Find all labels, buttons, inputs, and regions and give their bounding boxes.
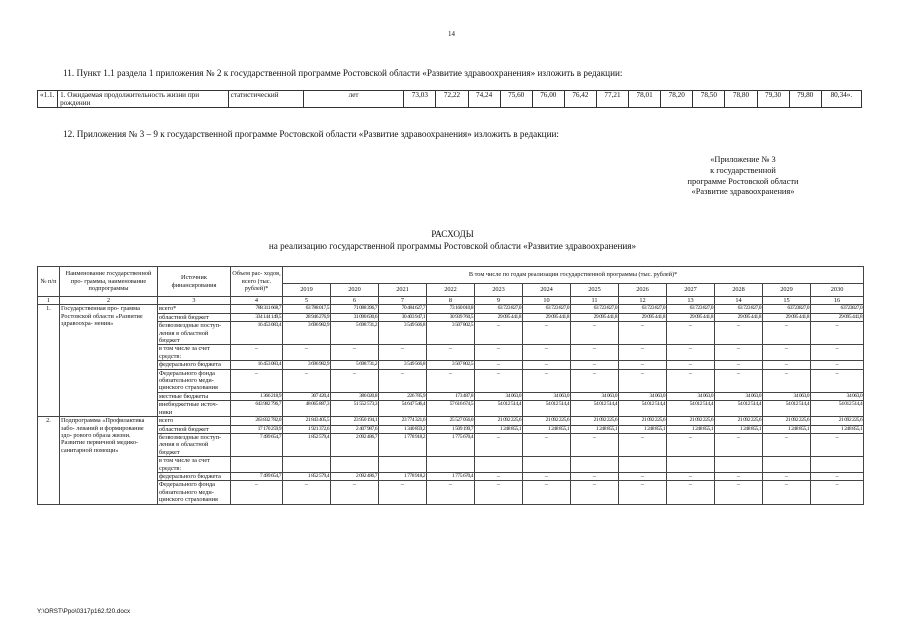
title-line-1: РАСХОДЫ — [431, 229, 474, 239]
header-year: 2020 — [331, 284, 379, 297]
amount-cell: – — [231, 369, 283, 392]
amount-cell: 29 095 441,8 — [667, 313, 715, 321]
amount-cell: 63723827,0 — [763, 305, 811, 313]
appendix-caption — [643, 155, 843, 198]
amount-cell: – — [715, 361, 763, 369]
amount-cell: 21 092 225,6 — [619, 417, 667, 425]
table-row — [38, 433, 864, 456]
amount-cell: – — [231, 481, 283, 504]
amount-cell: 7 499 654,7 — [231, 472, 283, 480]
table-row — [38, 401, 864, 417]
amount-cell: – — [283, 345, 331, 361]
amount-cell: – — [619, 433, 667, 456]
amount-cell: 226 785,9 — [379, 392, 427, 400]
paragraph-11: 11. Пункт 1.1 раздела 1 приложения № 2 к государственной программе Ростовской области «Развитие здравоохранения» изложить в редакции: — [63, 68, 623, 78]
amount-cell: 63 723 827,0 — [475, 305, 523, 313]
amount-cell: – — [379, 369, 427, 392]
amount-cell: 25 527 056,0 — [427, 417, 475, 425]
amount-cell: 21 092 225,6 — [571, 417, 619, 425]
amount-cell: 48 065 887,3 — [283, 401, 331, 417]
header-source: Источник финансирования — [158, 267, 231, 297]
amount-cell: – — [811, 322, 864, 345]
amount-cell: 3 507 802,5 — [427, 322, 475, 345]
amount-cell: – — [811, 472, 864, 480]
indicator-value: 78,50 — [693, 91, 725, 108]
title-line-2: на реализацию государственной программы Ростовской области «Развитие здравоохранения» — [268, 240, 637, 251]
amount-cell: 54 012 514,4 — [715, 401, 763, 417]
table-row — [38, 361, 864, 369]
amount-cell: – — [811, 361, 864, 369]
expenses-table — [37, 266, 864, 505]
amount-cell: 16 453 083,4 — [231, 361, 283, 369]
amount-cell: – — [523, 481, 571, 504]
amount-cell: 73 160 010,8 — [427, 305, 475, 313]
amount-cell: 54 012 514,4 — [667, 401, 715, 417]
column-number: 1 — [38, 297, 60, 305]
amount-cell: – — [427, 481, 475, 504]
amount-cell: 1 248 855,1 — [619, 425, 667, 433]
amount-cell: 63 723 827,0 — [571, 305, 619, 313]
header-total: Объем рас- ходов, всего (тыс. рублей)* — [231, 267, 283, 297]
amount-cell: 16 453 083,4 — [231, 322, 283, 345]
funding-source: в том числе за счет средств: — [158, 457, 231, 473]
amount-cell: 54 647 546,4 — [379, 401, 427, 417]
amount-cell: 21 092 225,6 — [811, 417, 864, 425]
amount-cell: – — [331, 345, 379, 361]
table-row — [38, 457, 864, 473]
amount-cell: – — [715, 322, 763, 345]
amount-cell — [331, 457, 379, 473]
indicator-value: 79,80 — [789, 91, 821, 108]
amount-cell: 1 248 855,1 — [571, 425, 619, 433]
amount-cell: 21 092 225,6 — [667, 417, 715, 425]
amount-cell: 63 723 827,0 — [667, 305, 715, 313]
amount-cell: – — [571, 322, 619, 345]
amount-cell: – — [475, 322, 523, 345]
column-number: 13 — [667, 297, 715, 305]
funding-source: внебюджетные источ- ники — [158, 401, 231, 417]
indicator-value: 77,21 — [596, 91, 628, 108]
table-row — [38, 472, 864, 480]
indicator-value: 74,24 — [468, 91, 500, 108]
indicator-value: 72,22 — [436, 91, 468, 108]
amount-cell: 1 775 670,4 — [427, 472, 475, 480]
amount-cell: – — [763, 369, 811, 392]
header-year: 2022 — [427, 284, 475, 297]
amount-cell: 2 092 486,7 — [331, 472, 379, 480]
amount-cell: – — [523, 322, 571, 345]
amount-cell: – — [427, 369, 475, 392]
amount-cell: – — [331, 369, 379, 392]
table-row — [38, 369, 864, 392]
amount-cell — [667, 457, 715, 473]
amount-cell: 29 095 441,8 — [715, 313, 763, 321]
amount-cell: 1 509 199,7 — [427, 425, 475, 433]
amount-cell: – — [475, 361, 523, 369]
appendix-line: программе Ростовской области — [687, 176, 799, 186]
amount-cell: – — [523, 361, 571, 369]
header-year: 2023 — [475, 284, 523, 297]
amount-cell: 643 982 796,7 — [231, 401, 283, 417]
amount-cell — [231, 457, 283, 473]
indicator-type: статистический — [228, 91, 303, 108]
amount-cell: – — [619, 481, 667, 504]
amount-cell: 23 950 194,1 — [331, 417, 379, 425]
indicator-value: 80,34». — [821, 91, 861, 108]
amount-cell: 3 549 566,8 — [379, 322, 427, 345]
amount-cell: 29 095 441,8 — [619, 313, 667, 321]
amount-cell: – — [763, 481, 811, 504]
amount-cell: 1 852 579,4 — [283, 472, 331, 480]
amount-cell: 63 723 827,0 — [523, 305, 571, 313]
amount-cell: 63 723 827,0 — [715, 305, 763, 313]
amount-cell: 1 248 855,1 — [475, 425, 523, 433]
header-year: 2024 — [523, 284, 571, 297]
amount-cell: 1 248 855,1 — [523, 425, 571, 433]
appendix-line: «Развитие здравоохранения» — [691, 187, 795, 197]
amount-cell: 1 248 855,1 — [667, 425, 715, 433]
amount-cell: 21 092 225,6 — [715, 417, 763, 425]
funding-source: Федерального фонда обязательного меди- цинского страхования — [158, 369, 231, 392]
amount-cell: 70 484 627,7 — [379, 305, 427, 313]
amount-cell: 1 775 670,4 — [427, 433, 475, 456]
funding-source: в том числе за счет средств: — [158, 345, 231, 361]
header-row — [38, 267, 864, 284]
amount-cell: 2 407 987,6 — [331, 425, 379, 433]
amount-cell — [619, 457, 667, 473]
amount-cell: 34 063,0 — [715, 392, 763, 400]
amount-cell: – — [571, 472, 619, 480]
amount-cell: 3 696 982,9 — [283, 361, 331, 369]
amount-cell: – — [619, 361, 667, 369]
appendix-line: «Приложение № 3 — [710, 155, 776, 164]
amount-cell: – — [523, 369, 571, 392]
amount-cell: – — [427, 345, 475, 361]
amount-cell: 1 852 579,4 — [283, 433, 331, 456]
column-number: 15 — [763, 297, 811, 305]
indicator-value: 78,01 — [629, 91, 661, 108]
table-row — [38, 481, 864, 504]
row-number: 2. — [38, 417, 60, 504]
amount-cell: 34 063,0 — [667, 392, 715, 400]
column-number: 5 — [283, 297, 331, 305]
amount-cell: – — [667, 433, 715, 456]
table-row — [38, 313, 864, 321]
amount-cell: – — [523, 345, 571, 361]
funding-source: областной бюджет — [158, 425, 231, 433]
amount-cell: 34 063,0 — [475, 392, 523, 400]
header-year: 2026 — [619, 284, 667, 297]
header-year: 2021 — [379, 284, 427, 297]
amount-cell: – — [523, 433, 571, 456]
amount-cell: 1 778 918,2 — [379, 433, 427, 456]
amount-cell: 34 063,0 — [619, 392, 667, 400]
indicator-table — [37, 90, 862, 108]
funding-source: всего — [158, 417, 231, 425]
indicator-value: 78,20 — [661, 91, 693, 108]
indicator-name: 1. Ожидаемая продолжительность жизни при рождении — [58, 91, 229, 108]
amount-cell: – — [231, 345, 283, 361]
amount-cell: 54 012 514,4 — [523, 401, 571, 417]
amount-cell: 21 092 225,6 — [763, 417, 811, 425]
amount-cell: 63 723 827,0 — [619, 305, 667, 313]
amount-cell: 1 248 855,1 — [811, 425, 864, 433]
funding-source: областной бюджет — [158, 313, 231, 321]
amount-cell: 54 012 514,4 — [475, 401, 523, 417]
amount-cell: 63 788 017,5 — [283, 305, 331, 313]
amount-cell: 34 063,0 — [571, 392, 619, 400]
amount-cell: – — [667, 481, 715, 504]
amount-cell: – — [283, 481, 331, 504]
amount-cell: 5 698 731,2 — [331, 322, 379, 345]
amount-cell: – — [715, 472, 763, 480]
header-years-caption: В том числе по годам реализации государственной программы (тыс. рублей)* — [283, 267, 864, 284]
indicator-value: 75,60 — [500, 91, 532, 108]
indicator-value: 76,42 — [564, 91, 596, 108]
amount-cell: 5 698 731,2 — [331, 361, 379, 369]
amount-cell: – — [619, 345, 667, 361]
row-number: 1. — [38, 305, 60, 417]
amount-cell: 307 420,4 — [283, 392, 331, 400]
amount-cell: 57 616 674,5 — [427, 401, 475, 417]
amount-cell: 1 778 918,2 — [379, 472, 427, 480]
indicator-value: 79,30 — [757, 91, 789, 108]
column-number: 12 — [619, 297, 667, 305]
header-year: 2028 — [715, 284, 763, 297]
amount-cell: 30 939 760,5 — [427, 313, 475, 321]
amount-cell: 63723827,0 — [811, 305, 864, 313]
header-name: Наименование государственной про- граммы, наименование подпрограммы — [60, 267, 158, 297]
funding-source: безвозмездные поступ- ления в областной бюджет — [158, 433, 231, 456]
table-row — [38, 417, 864, 425]
amount-cell: 34 063,0 — [523, 392, 571, 400]
amount-cell: 386 020,8 — [331, 392, 379, 400]
column-number: 16 — [811, 297, 864, 305]
amount-cell: – — [715, 481, 763, 504]
amount-cell: 34 063,0 — [763, 392, 811, 400]
amount-cell: – — [667, 472, 715, 480]
amount-cell: 51 552 573,3 — [331, 401, 379, 417]
amount-cell: 17 170 259,9 — [231, 425, 283, 433]
amount-cell: – — [571, 481, 619, 504]
funding-source: Федерального фонда обязательного меди- цинского страхования — [158, 481, 231, 504]
table-row — [38, 305, 864, 313]
amount-cell: – — [715, 345, 763, 361]
amount-cell: 7 499 654,7 — [231, 433, 283, 456]
column-number: 4 — [231, 297, 283, 305]
column-number: 10 — [523, 297, 571, 305]
amount-cell: 263 832 782,0 — [231, 417, 283, 425]
amount-cell: 21 092 225,6 — [523, 417, 571, 425]
indicator-number: «1.1. — [38, 91, 58, 108]
amount-cell: – — [667, 361, 715, 369]
indicator-value: 78,80 — [725, 91, 757, 108]
amount-cell: – — [571, 345, 619, 361]
column-number: 9 — [475, 297, 523, 305]
amount-cell: 1 340 859,2 — [379, 425, 427, 433]
header-year: 2029 — [763, 284, 811, 297]
indicator-value: 73,03 — [404, 91, 436, 108]
indicator-value: 76,00 — [532, 91, 564, 108]
column-number: 3 — [158, 297, 231, 305]
amount-cell: 29 095 441,8 — [475, 313, 523, 321]
funding-source: федерального бюджета — [158, 361, 231, 369]
column-number: 14 — [715, 297, 763, 305]
amount-cell — [523, 457, 571, 473]
amount-cell: 1 366 218,9 — [231, 392, 283, 400]
amount-cell: – — [763, 433, 811, 456]
page-number: 14 — [448, 30, 455, 38]
amount-cell: 28 946 276,9 — [283, 313, 331, 321]
table-row — [38, 425, 864, 433]
amount-cell: 23 774 321,6 — [379, 417, 427, 425]
amount-cell: – — [571, 433, 619, 456]
amount-cell: – — [619, 472, 667, 480]
amount-cell: 31 090 630,6 — [331, 313, 379, 321]
amount-cell: – — [475, 433, 523, 456]
amount-cell: – — [475, 369, 523, 392]
header-year: 2019 — [283, 284, 331, 297]
amount-cell: 334 144 149,5 — [231, 313, 283, 321]
appendix-line: к государственной — [710, 165, 776, 175]
amount-cell: 71 088 396,7 — [331, 305, 379, 313]
amount-cell: 29 095 441,8 — [763, 313, 811, 321]
amount-cell: – — [475, 472, 523, 480]
amount-cell: 54 012 514,4 — [571, 401, 619, 417]
amount-cell: 54 012 514,4 — [619, 401, 667, 417]
amount-cell: 3 696 982,9 — [283, 322, 331, 345]
header-year: 2025 — [571, 284, 619, 297]
amount-cell: – — [811, 481, 864, 504]
amount-cell: – — [667, 369, 715, 392]
amount-cell — [475, 457, 523, 473]
funding-source: федерального бюджета — [158, 472, 231, 480]
amount-cell: 34 063,0 — [811, 392, 864, 400]
amount-cell: – — [475, 345, 523, 361]
amount-cell: 29 095 441,8 — [571, 313, 619, 321]
table-row — [38, 392, 864, 400]
amount-cell: – — [763, 472, 811, 480]
column-number: 8 — [427, 297, 475, 305]
amount-cell: 3 507 802,5 — [427, 361, 475, 369]
funding-source: безвозмездные поступ- ления в областной бюджет — [158, 322, 231, 345]
program-name: Государственная про- грамма Ростовской области «Развитие здравоохра- нения» — [60, 305, 158, 417]
amount-cell: – — [811, 433, 864, 456]
column-number: 2 — [60, 297, 158, 305]
amount-cell — [763, 457, 811, 473]
amount-cell: 21 843 405,5 — [283, 417, 331, 425]
indicator-unit: лет — [303, 91, 403, 108]
amount-cell — [283, 457, 331, 473]
amount-cell: – — [715, 369, 763, 392]
amount-cell — [427, 457, 475, 473]
column-number-row — [38, 297, 864, 305]
amount-cell: – — [283, 369, 331, 392]
amount-cell: 1 248 855,1 — [763, 425, 811, 433]
amount-cell: – — [475, 481, 523, 504]
amount-cell: 788 311 668,7 — [231, 305, 283, 313]
table-row — [38, 345, 864, 361]
amount-cell: – — [763, 345, 811, 361]
amount-cell — [379, 457, 427, 473]
amount-cell: 1 921 372,6 — [283, 425, 331, 433]
amount-cell: – — [667, 345, 715, 361]
amount-cell: – — [379, 345, 427, 361]
amount-cell — [715, 457, 763, 473]
paragraph-12: 12. Приложения № 3 – 9 к государственной программе Ростовской области «Развитие здравоохранения» изложить в редакции: — [63, 129, 559, 139]
header-year: 2030 — [811, 284, 864, 297]
amount-cell — [571, 457, 619, 473]
funding-source: всего* — [158, 305, 231, 313]
amount-cell: – — [763, 322, 811, 345]
header-num: № п/п — [38, 267, 60, 297]
column-number: 7 — [379, 297, 427, 305]
amount-cell: 30 403 947,1 — [379, 313, 427, 321]
amount-cell: 1 248 855,1 — [715, 425, 763, 433]
amount-cell: – — [331, 481, 379, 504]
funding-source: местные бюджеты — [158, 392, 231, 400]
indicator-row — [38, 91, 862, 108]
table-row — [38, 322, 864, 345]
amount-cell: – — [811, 369, 864, 392]
amount-cell: 54 012 514,4 — [811, 401, 864, 417]
amount-cell: 3 549 566,8 — [379, 361, 427, 369]
amount-cell: – — [619, 369, 667, 392]
amount-cell: 21 092 225,6 — [475, 417, 523, 425]
amount-cell: – — [715, 433, 763, 456]
expenses-title — [0, 229, 905, 252]
amount-cell: – — [811, 345, 864, 361]
amount-cell: 29 095 441,8 — [811, 313, 864, 321]
amount-cell: 2 092 486,7 — [331, 433, 379, 456]
amount-cell: – — [571, 361, 619, 369]
amount-cell: – — [667, 322, 715, 345]
amount-cell: 54 012 514,4 — [763, 401, 811, 417]
program-name: Подпрограмма «Профилактика забо- леваний и формирование здо- рового образа жизни. Развитие первичной медико-санитарной помощи» — [60, 417, 158, 504]
amount-cell: – — [379, 481, 427, 504]
file-path-footer: Y:\ORST\Ppo\0317p162.f20.docx — [37, 608, 131, 615]
amount-cell — [811, 457, 864, 473]
amount-cell: 29 095 441,8 — [523, 313, 571, 321]
amount-cell: – — [571, 369, 619, 392]
column-number: 11 — [571, 297, 619, 305]
amount-cell: – — [523, 472, 571, 480]
amount-cell: – — [619, 322, 667, 345]
header-year: 2027 — [667, 284, 715, 297]
amount-cell: – — [763, 361, 811, 369]
amount-cell: 173 487,8 — [427, 392, 475, 400]
column-number: 6 — [331, 297, 379, 305]
